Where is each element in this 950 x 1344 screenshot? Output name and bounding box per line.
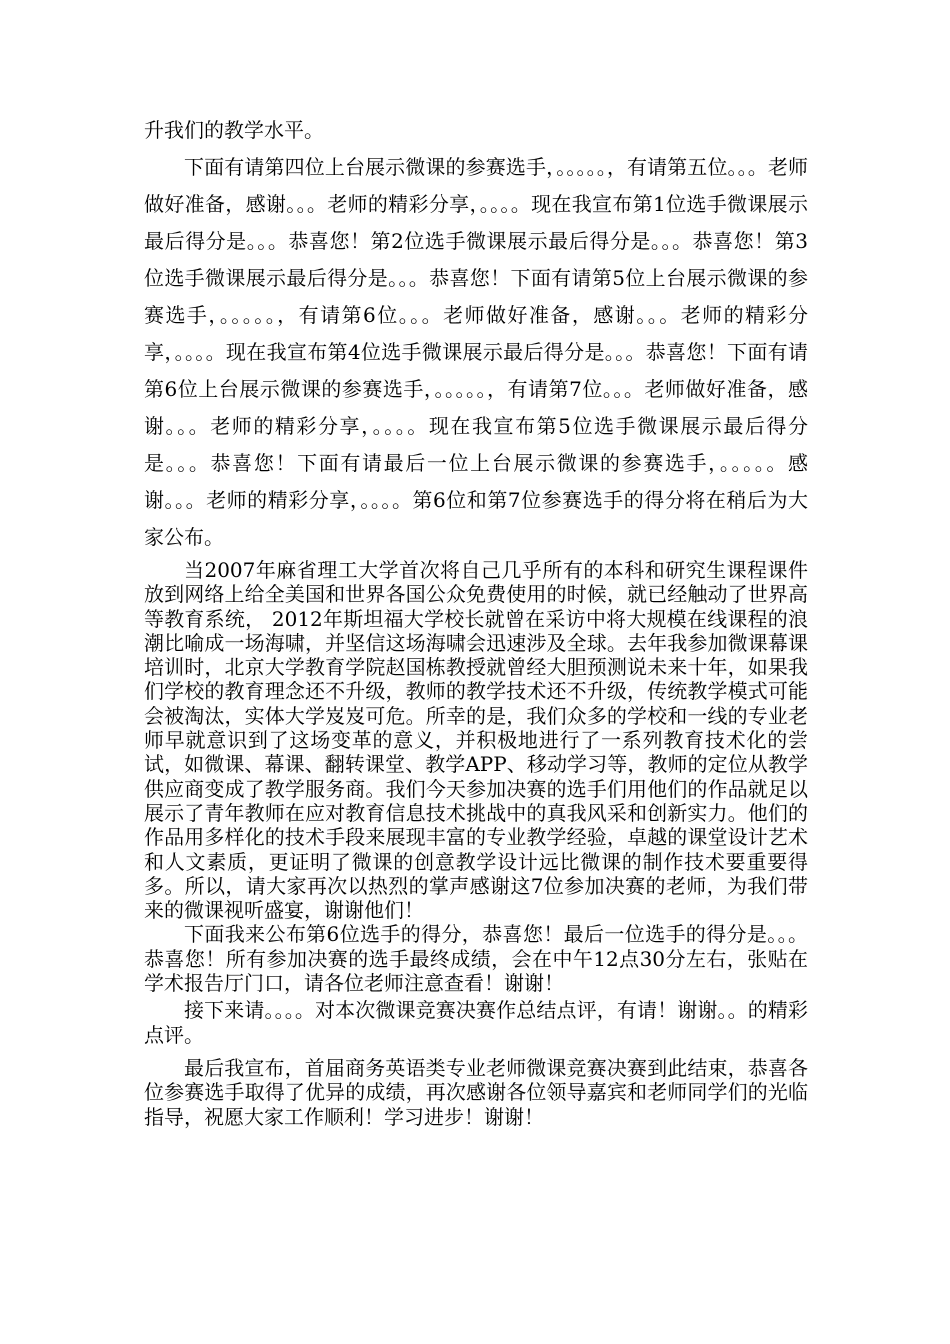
document-page [144, 112, 808, 1129]
paragraph-closing: 最后我宣布，首届商务英语类专业老师微课竞赛决赛到此结束，恭喜各位参赛选手取得了优异的成绩，再次感谢各位领导嘉宾和老师同学们的光临指导，祝愿大家工作顺利！学习进步！谢谢！ [144, 1055, 808, 1129]
paragraph-continuation: 升我们的教学水平。 [144, 118, 324, 142]
narrow-spaced-section [144, 558, 808, 1129]
paragraph-review: 接下来请。。。。对本次微课竞赛决赛作总结点评，有请！谢谢。。的精彩点评。 [144, 998, 808, 1047]
paragraph-education-reform: 当2007年麻省理工大学首次将自己几乎所有的本科和研究生课程课件放到网络上给全美国和世界各国公众免费使用的时候，就已经触动了世界高等教育系统， 2012年斯坦福大学校长就曾在采访中将大规模在线课程的浪潮比喻成一场海啸，并坚信这场海啸会迅速涉及全球。去年我参加微课幕课培训时，北京大学教育学院赵国栋教授就曾经大胆预测说未来十年，如果我们学校的教育理念还不升级，教师的教学技术还不升级，传统教学模式可能会被淘汰，实体大学岌岌可危。所幸的是，我们众多的学校和一线的专业老师早就意识到了这场变革的意义，并积极地进行了一系列教育技术化的尝试，如微课、幕课、翻转课堂、教学APP、移动学习等，教师的定位从教学供应商变成了教学服务商。我们今天参加决赛的选手们用他们的作品就足以展示了青年教师在应对教育信息技术挑战中的真我风采和创新实力。他们的作品用多样化的技术手段来展现丰富的专业教学经验，卓越的课堂设计艺术和人文素质，更证明了微课的创意教学设计远比微课的制作技术要重要得多。所以，请大家再次以热烈的掌声感谢这7位参加决赛的老师，为我们带来的微课视听盛宴，谢谢他们！ [144, 558, 808, 923]
paragraph-contestant-scores: 下面有请第四位上台展示微课的参赛选手，。。。。。，有请第五位。。。老师做好准备，感谢。。。老师的精彩分享，。。。。现在我宣布第1位选手微课展示最后得分是。。。恭喜您！第2位选手微课展示最后得分是。。。恭喜您！第3位选手微课展示最后得分是。。。恭喜您！下面有请第5位上台展示微课的参赛选手，。。。。。，有请第6位。。。老师做好准备，感谢。。。老师的精彩分享，。。。。现在我宣布第4位选手微课展示最后得分是。。。恭喜您！下面有请第6位上台展示微课的参赛选手，。。。。。，有请第7位。。。老师做好准备，感谢。。。老师的精彩分享，。。。。现在我宣布第5位选手微课展示最后得分是。。。恭喜您！下面有请最后一位上台展示微课的参赛选手，。。。。。感谢。。。老师的精彩分享，。。。。第6位和第7位参赛选手的得分将在稍后为大家公布。 [144, 155, 808, 549]
paragraph-final-scores: 下面我来公布第6位选手的得分，恭喜您！最后一位选手的得分是。。。恭喜您！所有参加决赛的选手最终成绩，会在中午12点30分左右，张贴在学术报告厅门口，请各位老师注意查看！谢谢！ [144, 922, 808, 996]
wide-spaced-section [144, 112, 808, 556]
